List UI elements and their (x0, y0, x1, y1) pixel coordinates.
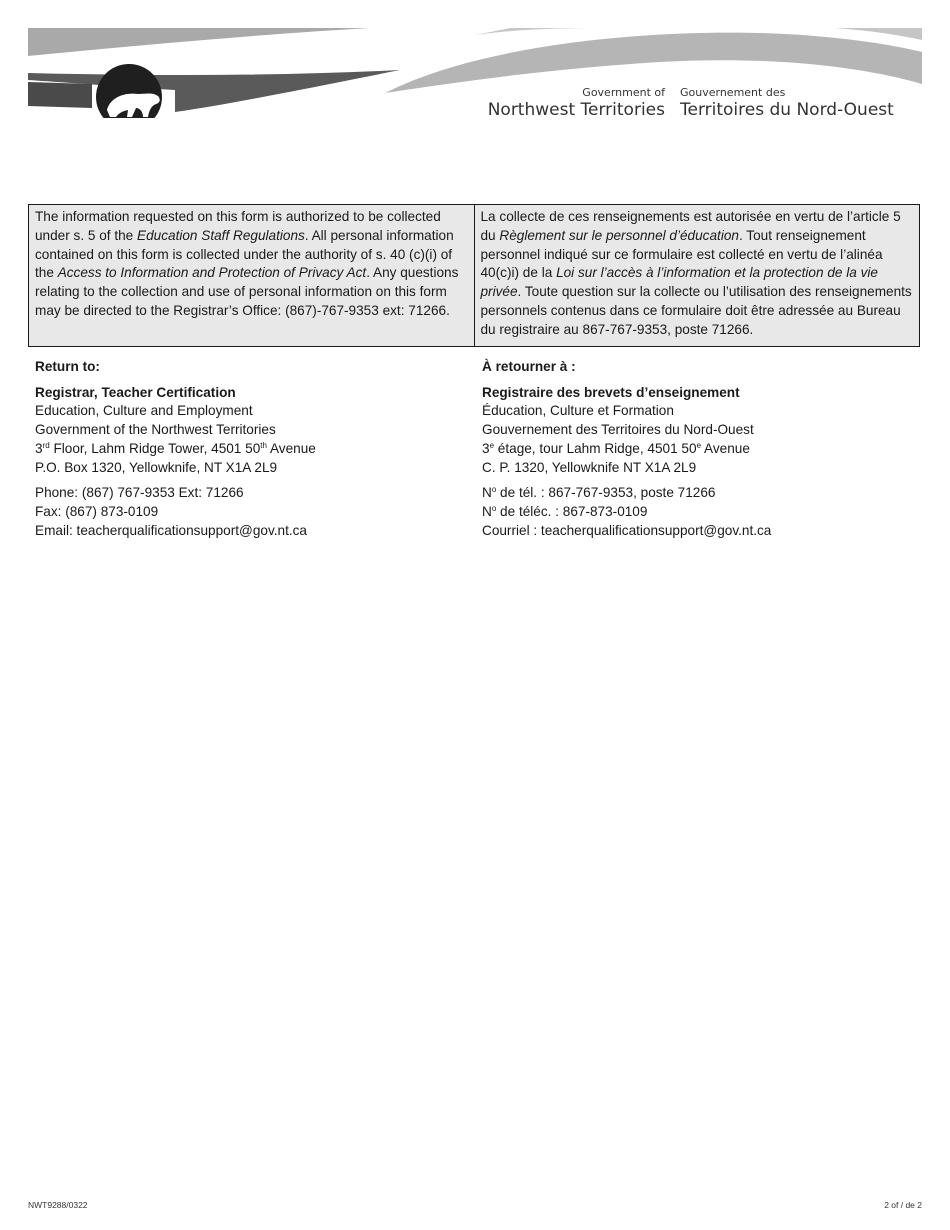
notice-text-run: Règlement sur le personnel d’éducation (499, 227, 739, 243)
privacy-notice-french (474, 205, 920, 346)
po-box-fr: C. P. 1320, Yellowknife NT X1A 2L9 (482, 459, 697, 475)
header-banner (0, 0, 950, 130)
return-heading-fr: À retourner à : (482, 359, 576, 374)
gov-name-english (488, 86, 665, 121)
fax-number-fr: $N^o$ de téléc. : 867-873-0109 (482, 503, 648, 519)
street-address-fr: 3e étage, tour Lahm Ridge, 4501 50e Avenue (482, 440, 750, 456)
notice-text-run: Loi sur l’accès à l’information et la protection de la vie privée (480, 265, 878, 300)
privacy-notice-english (29, 205, 474, 346)
street-address: 3rd Floor, Lahm Ridge Tower, 4501 50th Avenue (35, 440, 316, 456)
phone-number-fr: $N^o$ de tél. : 867-767-9353, poste 71266 (482, 485, 716, 501)
department-name-fr: Éducation, Culture et Formation (482, 403, 674, 419)
government-name-fr: Gouvernement des Territoires du Nord-Ouest (482, 422, 754, 438)
return-address-french (482, 358, 912, 540)
gov-en-big: Northwest Territories (487, 100, 665, 120)
page-number: 2 of / de 2 (884, 1200, 922, 1210)
gov-fr-small: Gouvernement des (680, 86, 786, 99)
polar-bear-icon (90, 64, 170, 130)
notice-text-run: Education Staff Regulations (137, 227, 305, 243)
email-address: Email: teacherqualificationsupport@gov.nt.ca (35, 522, 307, 538)
government-name: Government of the Northwest Territories (35, 422, 276, 438)
gov-name-french (680, 86, 894, 121)
return-heading: Return to: (35, 359, 100, 374)
email-address-fr: Courriel : teacherqualificationsupport@gov.nt.ca (482, 522, 772, 538)
po-box: P.O. Box 1320, Yellowknife, NT X1A 2L9 (35, 459, 278, 475)
department-name: Education, Culture and Employment (35, 403, 253, 419)
gov-en-small: Government of (582, 86, 665, 99)
notice-text-run: . Any questions relating to the collection and use of personal information on this form may be directed to the Registrar’s Office: (867)-767-9353 ext: 71266. (35, 265, 459, 318)
registrar-title: Registrar, Teacher Certification (35, 384, 236, 400)
return-address-english (35, 358, 465, 540)
registrar-title-fr: Registraire des brevets d’enseignement (482, 384, 740, 400)
notice-text-run: The information requested on this form is authorized to be collected under s. 5 of the (35, 209, 441, 243)
notice-text-run: . Toute question sur la collecte ou l’utilisation des renseignements personnels contenus dans ce formulaire doit être adressée au Bureau du registraire au 867-767-9353, poste 71266. (480, 284, 912, 337)
notice-text-run: Access to Information and Protection of Privacy Act (57, 265, 367, 281)
notice-text-run: . Tout renseignement personnel indiqué sur ce formulaire est collecté en vertu de l’alinéa 40(c)i) de la (480, 227, 883, 281)
privacy-notice (28, 204, 920, 347)
notice-text-run: La collecte de ces renseignements est autorisée en vertu de l’article 5 du (480, 209, 901, 243)
phone-number: Phone: (867) 767-9353 Ext: 71266 (35, 485, 244, 501)
notice-text-run: . All personal information contained on this form is collected under the authority of s. 40 (c)(i) of the (35, 227, 454, 281)
fax-number: Fax: (867) 873-0109 (35, 503, 159, 519)
form-number: NWT9288/0322 (28, 1200, 88, 1210)
gov-fr-big: Territoires du Nord-Ouest (680, 100, 894, 120)
